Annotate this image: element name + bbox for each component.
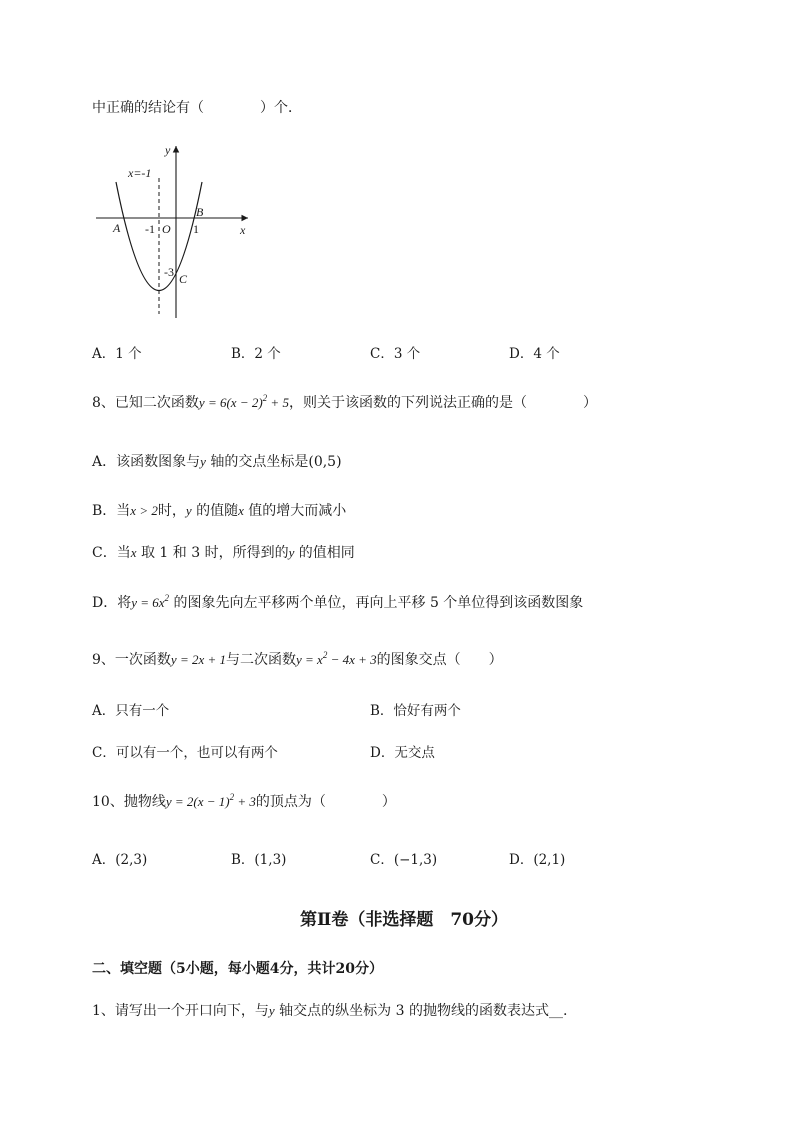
q7-option-c: C．3 个 xyxy=(370,346,421,362)
q10-option-b: B．(1,3) xyxy=(231,852,287,868)
q9-option-d: D．无交点 xyxy=(370,745,435,761)
q10-option-c: C．(−1,3) xyxy=(370,852,438,868)
q8-option-b: B．当x > 2时，y 的值随x 值的增大而减小 xyxy=(92,503,347,519)
q10-option-a: A．(2,3) xyxy=(92,852,148,868)
tick-neg3-label: -3 xyxy=(164,265,174,279)
q9-stem: 9、一次函数y = 2x + 1与二次函数$y = x^2 - 4x + 3$的图象交点（ ） xyxy=(92,650,503,668)
q8-suffix: ，则关于该函数的下列说法正确的是（ ） xyxy=(288,395,597,411)
q8-prefix: 8、已知二次函数 xyxy=(92,395,199,411)
q10-stem: 10、抛物线$y = 2(x - 1)^2 + 3$的顶点为（ ） xyxy=(92,792,396,810)
fill-question-1: 1、请写出一个开口向下，与y 轴交点的纵坐标为 3 的抛物线的函数表达式__. xyxy=(92,1003,568,1019)
origin-label: O xyxy=(162,222,171,236)
q7-option-b: B．2 个 xyxy=(231,346,281,362)
q7-option-d: D．4 个 xyxy=(509,346,560,362)
q8-stem xyxy=(92,393,597,413)
tick-neg1-label: -1 xyxy=(145,222,155,236)
q7-option-a: A．1 个 xyxy=(92,346,142,362)
q8-formula: $y = 6(x - 2)^2 + 5$ xyxy=(198,393,289,410)
q9-option-a: A．只有一个 xyxy=(92,703,170,719)
q8-option-d: D．将$y = 6x^2$ 的图象先向左平移两个单位，再向上平移 5 个单位得到该函数图象 xyxy=(92,593,584,611)
q10-option-d: D．(2,1) xyxy=(509,852,566,868)
point-c-label: C xyxy=(179,272,188,286)
parabola-graph xyxy=(92,140,262,325)
symmetry-line-label: x=-1 xyxy=(128,166,152,180)
q8-option-a: A．该函数图象与y 轴的交点坐标是(0,5) xyxy=(92,454,342,470)
y-axis-label: y xyxy=(165,143,171,157)
point-b-label: B xyxy=(196,205,204,219)
q9-option-b: B．恰好有两个 xyxy=(370,703,461,719)
x-axis-label: x xyxy=(240,223,246,237)
q9-option-c: C．可以有一个，也可以有两个 xyxy=(92,745,278,761)
point-a-label: A xyxy=(113,221,121,235)
q7-stem-tail: 中正确的结论有（ ）个． xyxy=(92,100,302,116)
tick-1-label: 1 xyxy=(193,222,199,236)
section-title: 第Ⅱ卷（非选择题 70分） xyxy=(300,910,508,930)
q8-option-c: C．当x 取 1 和 3 时，所得到的y 的值相同 xyxy=(92,545,355,561)
part2-heading: 二、填空题（5小题，每小题4分，共计20分） xyxy=(92,961,383,977)
